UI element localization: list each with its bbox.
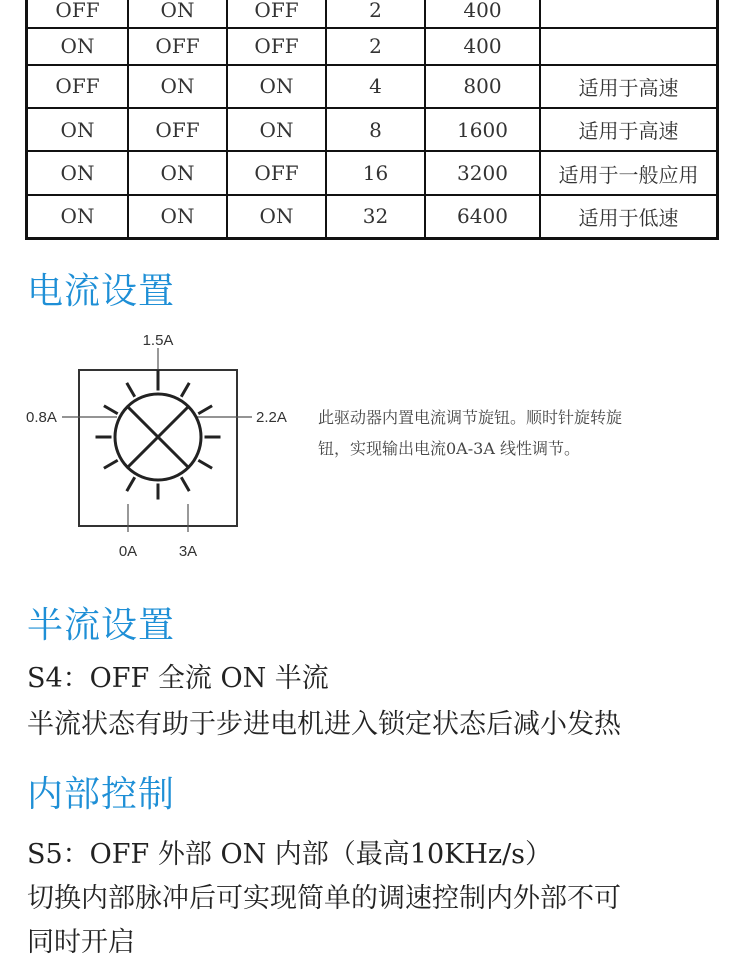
internal-control-line1: S5：OFF 外部 ON 内部（最高10KHz/s）: [27, 839, 553, 870]
table-cell: ON: [28, 195, 128, 237]
knob-description-line2: 钮，实现输出电流0A-3A 线性调节。: [318, 439, 580, 458]
table-cell: OFF: [227, 0, 326, 28]
internal-control-line2: 切换内部脉冲后可实现简单的调速控制内外部不可: [27, 883, 621, 914]
half-current-heading: 半流设置: [27, 605, 176, 646]
table-cell: ON: [227, 108, 326, 151]
knob-description: [318, 402, 718, 464]
table-cell: 2: [326, 0, 425, 28]
knob-tick: [200, 407, 211, 414]
label-0a: 0A: [118, 543, 138, 560]
table-cell: 800: [425, 65, 540, 108]
microstep-table: [25, 0, 719, 240]
knob-tick: [200, 461, 211, 468]
table-cell: OFF: [28, 0, 128, 28]
table-cell: 3200: [425, 151, 540, 194]
label-1-5a: 1.5A: [142, 332, 174, 349]
knob-description-line1: 此驱动器内置电流调节旋钮。顺时针旋转旋: [318, 408, 623, 427]
table-cell: OFF: [28, 65, 128, 108]
internal-control-line3: 同时开启: [27, 927, 135, 958]
knob-tick: [128, 384, 135, 395]
table-cell: 6400: [425, 195, 540, 237]
knob-tick: [182, 479, 189, 490]
table-cell: 32: [326, 195, 425, 237]
table-cell: ON: [227, 65, 326, 108]
table-cell: OFF: [128, 108, 227, 151]
table-cell: 1600: [425, 108, 540, 151]
knob-tick: [128, 479, 135, 490]
table-cell: 适用于一般应用: [540, 151, 716, 194]
table-cell: OFF: [227, 28, 326, 64]
knob-tick: [105, 461, 116, 468]
table-cell: 400: [425, 28, 540, 64]
table-cell: 4: [326, 65, 425, 108]
table-cell: 400: [425, 0, 540, 28]
label-3a: 3A: [178, 543, 198, 560]
table-row: [28, 65, 716, 108]
table-cell: [540, 28, 716, 64]
table-cell: ON: [28, 151, 128, 194]
table-cell: ON: [28, 108, 128, 151]
table-cell: ON: [28, 28, 128, 64]
table-cell: 2: [326, 28, 425, 64]
current-setting-heading: 电流设置: [27, 271, 176, 312]
table-cell: 适用于高速: [540, 108, 716, 151]
table-cell: ON: [128, 151, 227, 194]
half-current-line1: S4：OFF 全流 ON 半流: [27, 663, 329, 694]
knob-tick: [105, 407, 116, 414]
table-row: [28, 151, 716, 194]
half-current-line2: 半流状态有助于步进电机进入锁定状态后减小发热: [27, 709, 621, 740]
table-cell: 16: [326, 151, 425, 194]
table-cell: OFF: [227, 151, 326, 194]
table-cell: ON: [227, 195, 326, 237]
knob-tick: [182, 384, 189, 395]
label-0-8a: 0.8A: [26, 409, 57, 426]
current-knob-diagram: [0, 320, 310, 570]
table-cell: ON: [128, 0, 227, 28]
table-cell: 适用于高速: [540, 65, 716, 108]
microstep-table-body: [28, 0, 716, 237]
table-cell: [540, 0, 716, 28]
table-row: [28, 28, 716, 64]
table-cell: 适用于低速: [540, 195, 716, 237]
label-2-2a: 2.2A: [256, 409, 287, 426]
table-row: [28, 108, 716, 151]
table-cell: 8: [326, 108, 425, 151]
table-row: [28, 0, 716, 28]
internal-control-heading: 内部控制: [27, 774, 176, 815]
table-cell: ON: [128, 65, 227, 108]
table-cell: ON: [128, 195, 227, 237]
table-cell: OFF: [128, 28, 227, 64]
table-row: [28, 195, 716, 237]
